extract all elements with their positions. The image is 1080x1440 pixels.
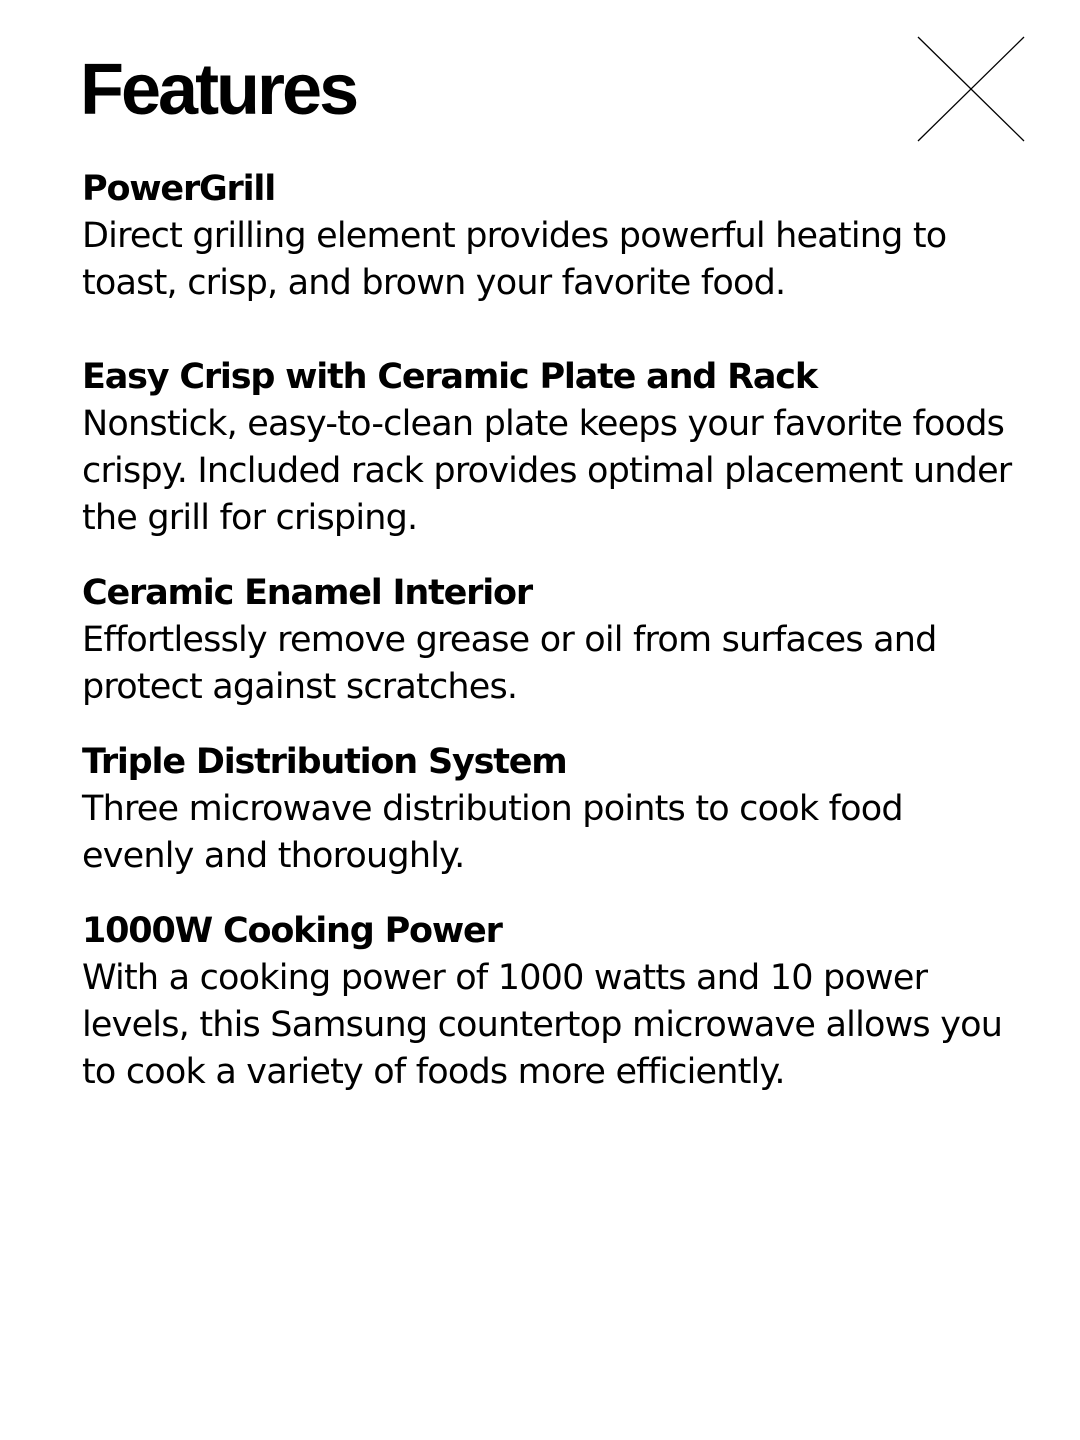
feature-description: With a cooking power of 1000 watts and 10 power levels, this Samsung countertop microwave allows you to cook a variety of foods more efficiently.	[82, 958, 1003, 1092]
features-list	[82, 166, 1022, 1096]
feature-title: 1000W Cooking Power	[82, 911, 502, 951]
feature-description: Effortlessly remove grease or oil from surfaces and protect against scratches.	[82, 620, 937, 707]
feature-description: Nonstick, easy-to-clean plate keeps your favorite foods crispy. Included rack provides optimal placement under the grill for crisping.	[82, 404, 1012, 538]
feature-title: PowerGrill	[82, 169, 276, 209]
feature-item-easy-crisp	[82, 354, 1022, 542]
feature-item-powergrill	[82, 166, 1022, 307]
feature-item-triple-distribution	[82, 739, 1022, 880]
page-title: Features	[80, 50, 357, 130]
feature-description: Three microwave distribution points to cook food evenly and thoroughly.	[82, 789, 903, 876]
feature-title: Ceramic Enamel Interior	[82, 573, 532, 613]
feature-item-ceramic-enamel	[82, 570, 1022, 711]
close-button[interactable]	[916, 36, 1026, 142]
feature-title: Easy Crisp with Ceramic Plate and Rack	[82, 357, 817, 397]
feature-description: Direct grilling element provides powerful heating to toast, crisp, and brown your favorite food.	[82, 216, 947, 303]
feature-title: Triple Distribution System	[82, 742, 567, 782]
feature-item-cooking-power	[82, 908, 1022, 1096]
close-icon	[916, 36, 1026, 142]
